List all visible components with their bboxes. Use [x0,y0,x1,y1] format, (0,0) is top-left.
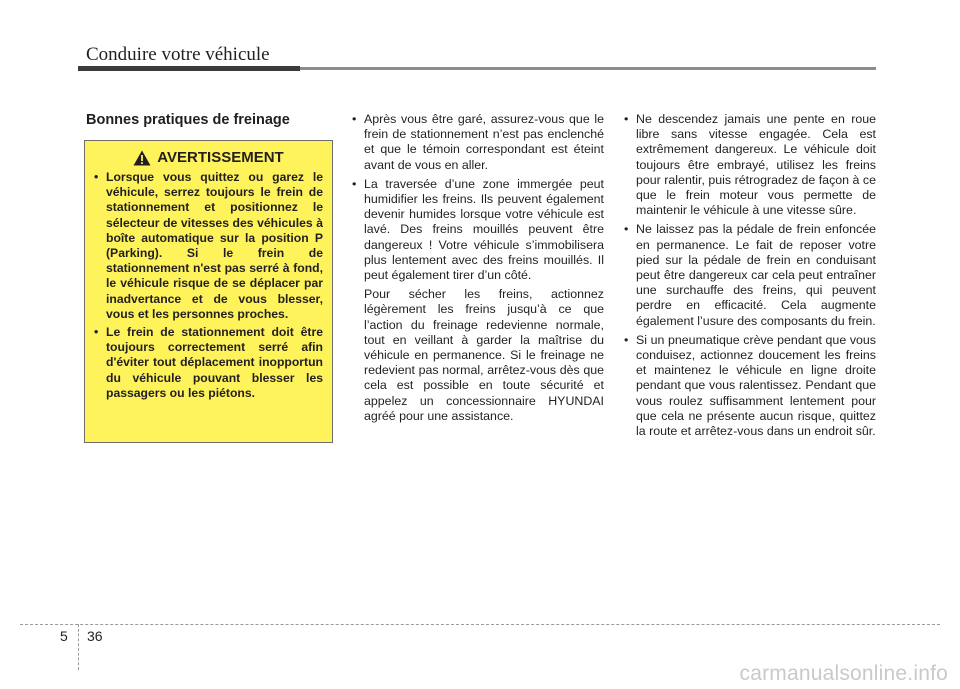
column-2 [352,112,604,424]
column-3 [624,112,876,443]
drying-paragraph: Pour sécher les freins, actionnez légèrement les freins jusqu’à ce que l’action du freinage redevienne normale, tout en veillant à garder la maîtrise du véhicule en permanence. Si le freinage ne redevient pas normal, arrêtez-vous dès que cela est possible en toute sécurité et appelez un concessionnaire HYUNDAI agréé pour une assistance. [364,287,604,423]
list-item: • Ne descendez jamais une pente en roue libre sans vitesse engagée. Cela est extrêmement dangereux. Le véhicule doit toujours être embrayé, utilisez les freins pour ralentir, puis rétrogradez de façon à ce que le frein moteur vous permette de maintenir le véhicule à une vitesse sûre. [624,112,876,218]
list-item: • La traversée d’une zone immergée peut humidifier les freins. Ils peuvent également devenir humides lorsque votre véhicule est lavé. Des freins mouillés peuvent être dangereux ! Votre véhicule s’immobilisera plus lentement avec des freins mouillés. Il peut également tirer d’un côté. [352,177,604,283]
warning-header [94,149,323,166]
warning-item: • Le frein de stationnement doit être toujours correctement serré afin d'éviter tout déplacement inopportun du véhicule pouvant blesser les passagers ou les piétons. [94,325,323,401]
column-3-list [624,112,876,439]
footer-divider [20,624,940,625]
list-item: • Après vous être garé, assurez-vous que le frein de stationnement n’est pas enclenché et que le témoin correspondant est éteint avant de vous en aller. [352,112,604,173]
chapter-number: 5 [60,628,68,644]
column-2-list [352,112,604,283]
warning-item: • Lorsque vous quittez ou garez le véhicule, serrez toujours le frein de stationnement et positionnez le sélecteur de vitesses des véhicules à boîte automatique sur la position P (Parking). Si le frein de stationnement n'est pas serré à fond, le véhicule risque de se déplacer par inadvertance et de vous blesser, vous et les personnes proches. [94,170,323,322]
footer-separator [78,624,79,670]
warning-list [94,170,323,401]
page-number: 36 [87,628,103,644]
section-title: Bonnes pratiques de freinage [86,112,290,128]
warning-triangle-icon [133,150,151,166]
warning-box [84,140,333,443]
header-bar-dark [78,66,300,71]
list-item: • Si un pneumatique crève pendant que vous conduisez, actionnez doucement les freins et maintenez le véhicule en ligne droite pendant que vous ralentissez. Pendant que vous roulez suffisamment lentement pour que cela ne présente aucun risque, quittez la route et arrêtez-vous dans un endroit sûr. [624,333,876,439]
header-title: Conduire votre véhicule [86,44,270,65]
list-item: • Ne laissez pas la pédale de frein enfoncée en permanence. Le fait de reposer votre pied sur la pédale de frein en conduisant peut être dangereux car cela peut entraîner une surchauffe des freins, qui peuvent perdre en efficacité. Cela augmente également l’usure des composants du frein. [624,222,876,328]
header-bar-light [300,67,876,70]
warning-title: AVERTISSEMENT [157,149,284,166]
watermark: carmanualsonline.info [739,662,948,685]
